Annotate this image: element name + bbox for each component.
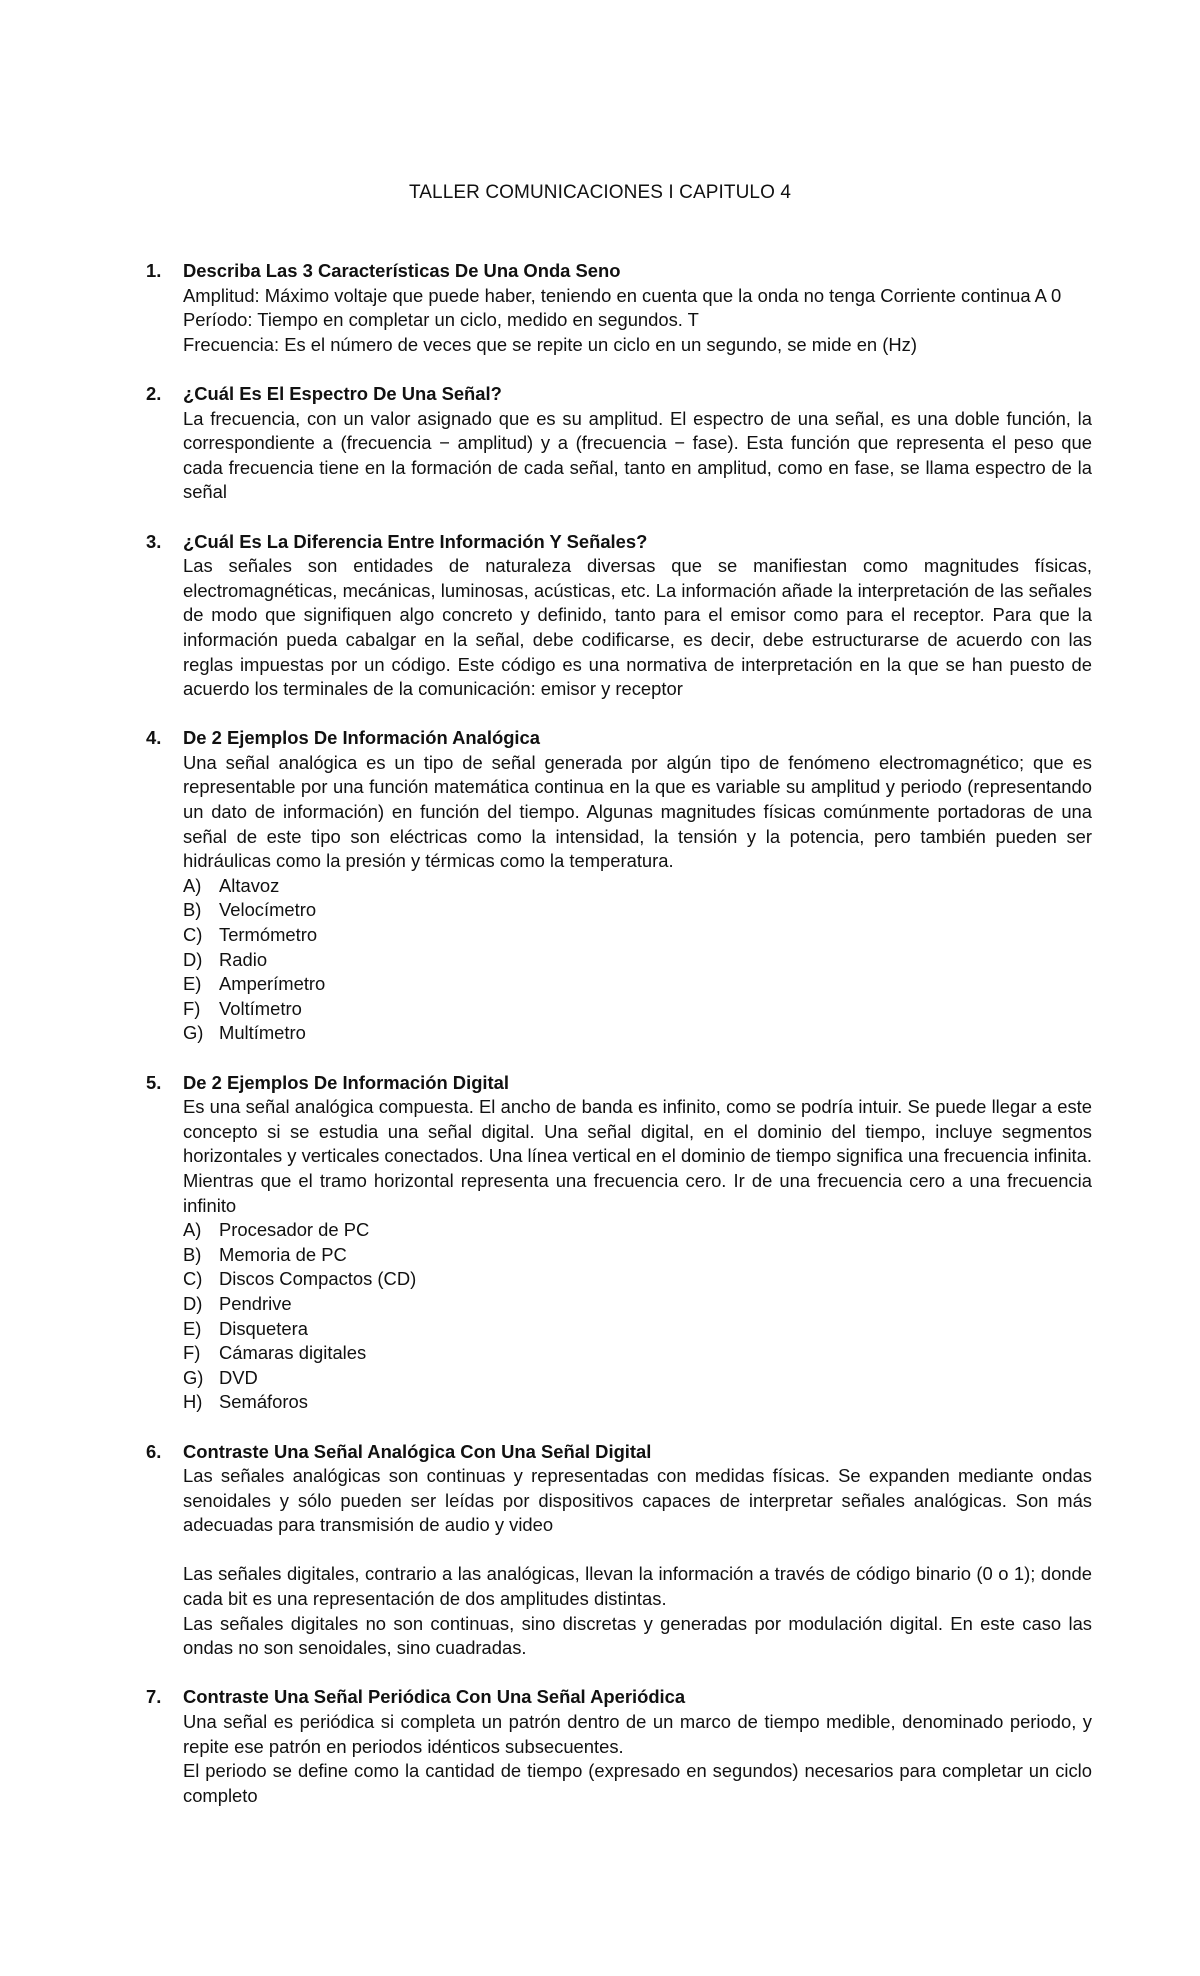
question-1 [146,259,1092,357]
list-item [183,923,1092,948]
list-item [183,874,1092,899]
question-number: 6. [146,1440,162,1462]
question-7 [146,1685,1092,1808]
list-letter: F) [183,1342,201,1364]
list-item [183,1292,1092,1317]
list-item-text: Velocímetro [219,899,317,921]
list-item-text: Amperímetro [219,973,326,995]
list-item [183,1341,1092,1366]
list-item-text: Radio [219,948,268,970]
list-letter: H) [183,1391,203,1413]
list-item-text: Termómetro [219,924,318,946]
question-number: 5. [146,1071,162,1093]
question-heading: ¿Cuál Es El Espectro De Una Señal? [183,382,502,404]
list-item-text: Procesador de PC [219,1219,370,1241]
question-2 [146,382,1092,505]
list-letter: F) [183,997,201,1019]
paragraph-gap [183,1538,1092,1563]
question-3 [146,530,1092,702]
question-heading: Contraste Una Señal Analógica Con Una Señal Digital [183,1440,652,1462]
list-letter: E) [183,973,202,995]
list-letter: G) [183,1022,204,1044]
list-item-text: Voltímetro [219,997,302,1019]
list-item [183,1317,1092,1342]
list-item [183,1021,1092,1046]
question-heading: Describa Las 3 Características De Una Onda Seno [183,260,621,281]
example-list [183,874,1092,1046]
answer-paragraph-digital-2: Las señales digitales no son continuas, sino discretas y generadas por modulación digital. En este caso las ondas no son senoidales, sino cuadradas. [183,1612,1092,1659]
list-item-text: Multímetro [219,1022,306,1044]
list-item-text: Disquetera [219,1317,308,1339]
list-item [183,972,1092,997]
list-item [183,948,1092,973]
list-item-text: Semáforos [219,1391,308,1413]
question-heading: De 2 Ejemplos De Información Analógica [183,727,541,749]
list-letter: G) [183,1366,204,1388]
answer-paragraph: Las señales son entidades de naturaleza diversas que se manifiestan como magnitudes físicas, electromagnéticas, mecánicas, luminosas, acústicas, etc. La información añade la interpretación de las señales de modo que signifiquen algo concreto y definido, tanto para el emisor como para el receptor. Para que la información pueda cabalgar en la señal, debe codificarse, es decir, debe estructurarse de acuerdo con las reglas impuestas por un código. Este código es una normativa de interpretación en la que se han puesto de acuerdo los terminales de la comunicación: emisor y receptor [183,555,1092,700]
question-number: 7. [146,1686,162,1708]
list-letter: D) [183,1292,203,1314]
list-letter: C) [183,1268,203,1290]
list-item-text: DVD [219,1366,258,1388]
list-item [183,1366,1092,1391]
question-number: 1. [146,260,162,281]
list-letter: D) [183,948,203,970]
answer-paragraph: Es una señal analógica compuesta. El ancho de banda es infinito, como se podría intuir. Se puede llegar a este concepto si se estudia una señal digital. Una señal digital, en el dominio del tiempo, incluye segmentos horizontales y verticales conectados. Una línea vertical en el dominio de tiempo significa una frecuencia infinita. Mientras que el tramo horizontal representa una frecuencia cero. Ir de una frecuencia cero a una frecuencia infinito [183,1096,1092,1216]
question-6 [146,1440,1092,1661]
list-item [183,1243,1092,1268]
question-heading: De 2 Ejemplos De Información Digital [183,1071,509,1093]
question-number: 4. [146,727,162,749]
list-letter: A) [183,874,202,896]
list-item [183,997,1092,1022]
list-item-text: Pendrive [219,1292,292,1314]
list-item [183,898,1092,923]
list-letter: A) [183,1219,202,1241]
answer-paragraph: La frecuencia, con un valor asignado que es su amplitud. El espectro de una señal, es una doble función, la correspondiente a (frecuencia − amplitud) y a (frecuencia − fase). Esta función que representa el peso que cada frecuencia tiene en la formación de cada señal, tanto en amplitud, como en fase, se llama espectro de la señal [183,407,1092,503]
list-item [183,1267,1092,1292]
list-item-text: Cámaras digitales [219,1342,367,1364]
list-item-text: Discos Compactos (CD) [219,1268,417,1290]
question-heading: Contraste Una Señal Periódica Con Una Señal Aperiódica [183,1686,686,1708]
list-letter: E) [183,1317,202,1339]
list-item [183,1390,1092,1415]
answer-paragraph-analog: Las señales analógicas son continuas y representadas con medidas físicas. Se expanden mediante ondas senoidales y sólo pueden ser leídas por dispositivos capaces de interpretar señales analógicas. Son más adecuadas para transmisión de audio y video [183,1465,1092,1536]
answer-paragraph: Una señal analógica es un tipo de señal generada por algún tipo de fenómeno electromagnético; que es representable por una función matemática continua en la que es variable su amplitud y periodo (representando un dato de información) en función del tiempo. Algunas magnitudes físicas comúnmente portadoras de una señal de este tipo son eléctricas como la intensidad, la tensión y la potencia, pero también pueden ser hidráulicas como la presión y térmicas como la temperatura. [183,751,1092,872]
answer-paragraph-period: El periodo se define como la cantidad de tiempo (expresado en segundos) necesarios para completar un ciclo completo [183,1760,1092,1806]
list-item [183,1218,1092,1243]
answer-paragraph-digital: Las señales digitales, contrario a las analógicas, llevan la información a través de código binario (0 o 1); donde cada bit es una representación de dos amplitudes distintas. [183,1563,1092,1610]
answer-line-frecuencia: Frecuencia: Es el número de veces que se repite un ciclo en un segundo, se mide en (Hz) [183,333,917,355]
question-number: 2. [146,382,162,404]
answer-paragraph-periodic: Una señal es periódica si completa un patrón dentro de un marco de tiempo medible, denominado periodo, y repite ese patrón en periodos idénticos subsecuentes. [183,1711,1092,1757]
question-heading: ¿Cuál Es La Diferencia Entre Información Y Señales? [183,530,648,552]
answer-line-periodo: Período: Tiempo en completar un ciclo, medido en segundos. T [183,309,699,331]
answer-line-amplitud: Amplitud: Máximo voltaje que puede haber, teniendo en cuenta que la onda no tenga Corriente continua A 0 [183,284,1062,306]
list-item-text: Memoria de PC [219,1243,347,1265]
document-title: TALLER COMUNICACIONES I CAPITULO 4 [408,182,792,203]
list-letter: B) [183,1243,202,1265]
question-4 [146,726,1092,1046]
question-5 [146,1071,1092,1415]
list-letter: B) [183,899,202,921]
question-list [146,259,1092,1833]
list-item-text: Altavoz [219,874,280,896]
list-letter: C) [183,924,203,946]
example-list [183,1218,1092,1415]
question-number: 3. [146,530,162,552]
